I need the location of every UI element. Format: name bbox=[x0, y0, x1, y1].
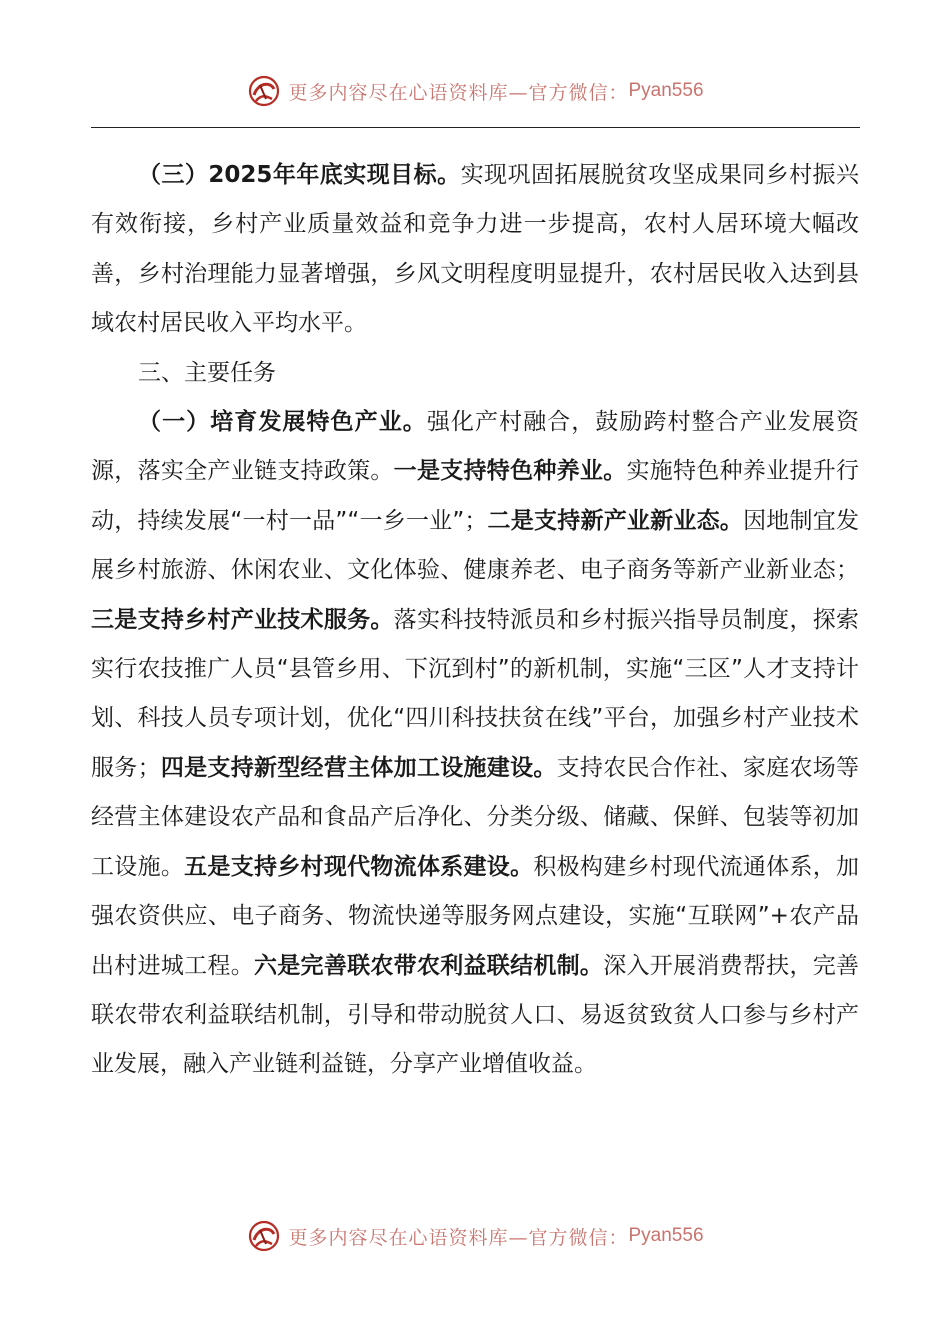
bold-lead-text: 四是支持新型经营主体加工设施建设。 bbox=[160, 754, 557, 781]
paragraph-text: 积极构建乡村现代流通体系，加强农资供应、电子商务、物流快递等服务网点建设，实施“互联网”+农产品出村进城工程。 bbox=[91, 853, 859, 979]
header-divider bbox=[91, 127, 860, 128]
watermark-id: Pyan556 bbox=[628, 1225, 704, 1246]
swirl-logo-icon bbox=[246, 1218, 282, 1254]
swirl-logo-icon bbox=[246, 73, 282, 109]
bold-lead-text: 三是支持乡村产业技术服务。 bbox=[91, 606, 394, 633]
watermark-text: 更多内容尽在心语资料库—官方微信： bbox=[288, 81, 629, 104]
watermark-id: Pyan556 bbox=[628, 80, 704, 101]
paragraph-text: 强化产村融合，鼓励跨村整合产业发展资源，落实全产业链支持政策。 bbox=[91, 409, 860, 485]
header-watermark bbox=[0, 71, 950, 111]
paragraph-text: 实现巩固拓展脱贫攻坚成果同乡村振兴有效衔接，乡村产业质量效益和竞争力进一步提高，农村人居环境大幅改善，乡村治理能力显著增强，乡风文明程度明显提升，农村居民收入达到县域农村居民收入平均水平。 bbox=[91, 162, 860, 337]
footer-watermark bbox=[0, 1216, 950, 1256]
paragraph-text: 支持农民合作社、家庭农场等经营主体建设农产品和食品产后净化、分类分级、储藏、保鲜、包装等初加工设施。 bbox=[91, 754, 859, 880]
section-heading bbox=[91, 349, 859, 398]
body-paragraph bbox=[91, 151, 859, 349]
paragraph-text: 因地制宜发展乡村旅游、休闲农业、文化体验、健康养老、电子商务等新产业新业态； bbox=[91, 507, 859, 584]
body-paragraph bbox=[91, 398, 859, 1090]
document-body bbox=[91, 151, 859, 1090]
paragraph-text: 深入开展消费帮扶，完善联农带农利益联结机制，引导和带动脱贫人口、易返贫致贫人口参与乡村产业发展，融入产业链利益链，分享产业增值收益。 bbox=[91, 952, 859, 1078]
paragraph-text: 落实科技特派员和乡村振兴指导员制度，探索实行农技推广人员“县管乡用、下沉到村”的新机制，实施“三区”人才支持计划、科技人员专项计划，优化“四川科技扶贫在线”平台，加强乡村产业技术服务； bbox=[91, 606, 859, 781]
bold-lead-text: 六是完善联农带农利益联结机制。 bbox=[253, 952, 604, 979]
bold-lead-text: 二是支持新产业新业态。 bbox=[487, 507, 744, 534]
bold-lead-text: （三）2025年年底实现目标。 bbox=[138, 162, 461, 188]
paragraph-text: 实施特色种养业提升行动，持续发展“一村一品”“一乡一业”； bbox=[91, 458, 859, 534]
watermark-text: 更多内容尽在心语资料库—官方微信： bbox=[288, 1226, 629, 1249]
bold-lead-text: 五是支持乡村现代物流体系建设。 bbox=[184, 853, 534, 880]
paragraph-text: 三、主要任务 bbox=[138, 359, 276, 386]
bold-lead-text: 一是支持特色种养业。 bbox=[393, 458, 627, 485]
bold-lead-text: （一）培育发展特色产业。 bbox=[138, 409, 427, 436]
